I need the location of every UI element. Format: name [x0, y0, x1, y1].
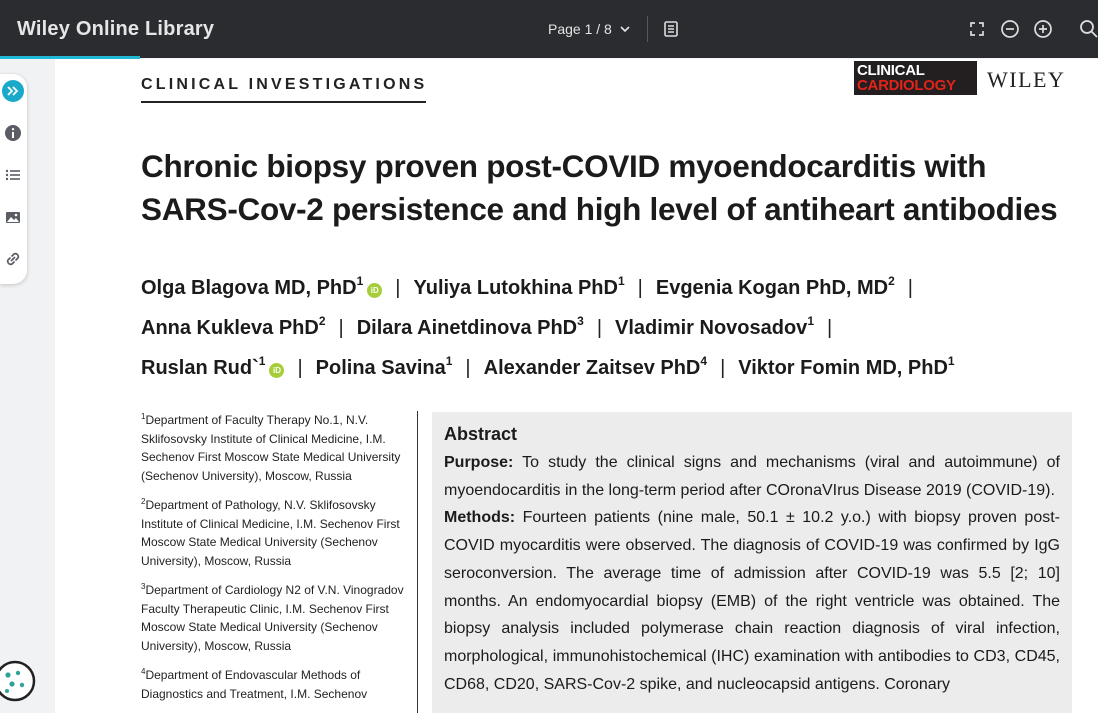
- document-icon[interactable]: [660, 18, 682, 40]
- zoom-in-icon[interactable]: [1032, 18, 1054, 40]
- journal-logo-line2: CARDIOLOGY: [857, 77, 956, 94]
- fullscreen-icon[interactable]: [966, 18, 988, 40]
- article-title: Chronic biopsy proven post-COVID myoendocarditis with SARS-Cov-2 persistence and high level of antiheart antibodies: [141, 148, 1058, 227]
- affiliation: $^1$Department of Faculty Therapy No.1, N.V. Sklifosovsky Institute of Clinical Medicine, I.M. Sechenov First Moscow State Medical University (Sechenov University), Moscow, Russia: [141, 412, 401, 483]
- author-name[interactable]: Vladimir Novosadov$^1$: [615, 314, 814, 339]
- info-icon[interactable]: [2, 122, 24, 144]
- author-name[interactable]: Alexander Zaitsev PhD$^4$: [483, 354, 708, 379]
- zoom-out-icon[interactable]: [999, 18, 1021, 40]
- column-divider: [417, 411, 418, 713]
- chevron-down-icon: [620, 24, 630, 34]
- pdf-page: [55, 59, 1098, 713]
- search-icon[interactable]: [1078, 18, 1098, 40]
- orcid-icon[interactable]: iD: [269, 363, 284, 378]
- author-name[interactable]: Polina Savina$^1$: [315, 354, 453, 379]
- author-name[interactable]: Viktor Fomin MD, PhD$^1$: [738, 354, 955, 379]
- author-name[interactable]: Evgenia Kogan PhD, $MD^2$: [655, 274, 895, 299]
- toolbar-divider: [647, 16, 648, 42]
- section-label: CLINICAL INVESTIGATIONS: [141, 76, 428, 93]
- abstract-box: [432, 412, 1072, 713]
- author-name[interactable]: Dilara Ainetdinova PhD$^3$: [356, 314, 584, 339]
- author-name[interactable]: Anna Kukleva PhD$^2$: [141, 314, 326, 339]
- affiliations: [141, 408, 409, 711]
- page-selector[interactable]: [548, 21, 630, 37]
- viewer-toolbar: [0, 0, 1098, 58]
- affiliation: $^3$Department of Cardiology N2 of V.N. Vinogradov Faculty Therapeutic Clinic, I.M. Sechenov First Moscow State Medical University (Sechenov University), Moscow, Russia: [141, 582, 404, 653]
- expand-icon[interactable]: [2, 80, 24, 102]
- page-label: Page 1 / 8: [548, 21, 612, 37]
- brand-title[interactable]: Wiley Online Library: [17, 18, 215, 40]
- author-name[interactable]: Olga Blagova MD, PhD$^1$iD: [141, 277, 382, 299]
- link-icon[interactable]: [2, 248, 24, 270]
- abstract-purpose: Purpose: To study the clinical signs and mechanisms (viral and autoimmune) of myoendocarditis in the long-term period after COronaVIrus Disease 2019 (COVID-19).: [444, 454, 1060, 499]
- orcid-icon[interactable]: iD: [367, 283, 382, 298]
- list-icon[interactable]: [2, 164, 24, 186]
- affiliation: $^4$Department of Endovascular Methods of Diagnostics and Treatment, I.M. Sechenov: [141, 667, 368, 701]
- image-icon[interactable]: [2, 206, 24, 228]
- author-name[interactable]: Ruslan Rud`$^1$iD: [141, 357, 284, 379]
- section-underline: [141, 101, 426, 103]
- affiliation: $^2$Department of Pathology, N.V. Sklifosovsky Institute of Clinical Medicine, I.M. Sechenov First Moscow State Medical University (Sechenov University), Moscow, Russia: [141, 497, 400, 568]
- journal-logo-line1: CLINICAL: [857, 62, 925, 79]
- publisher-logo: WILEY: [987, 67, 1066, 92]
- abstract-heading: Abstract: [444, 424, 518, 444]
- author-name[interactable]: Yuliya Lutokhina PhD$^1$: [413, 274, 625, 299]
- abstract-methods: Methods: Fourteen patients (nine male, 50.1 ± 10.2 y.o.) with biopsy proven post-COVID myocarditis were observed. The diagnosis of COVID-19 was confirmed by IgG seroconversion. The average time of admission after COVID-19 was 5.5 [2; 10] months. An endomyocardial biopsy (EMB) of the right ventricle was obtained. The biopsy analysis included polymerase chain reaction diagnosis of viral infection, morphological, immunohistochemical (IHC) examination with antibodies to CD3, CD45, CD68, CD20, SARS-Cov-2 spike, and nucleocapsid antigens. Coronary: [444, 509, 1060, 693]
- author-list: Olga Blagova MD, PhD$^1$iD | Yuliya Lutokhina PhD$^1$ | Evgenia Kogan PhD, $MD^2$ | Anna Kukleva PhD$^2$ | Dilara Ainetdinova PhD$^3$ | Vladimir Novosadov$^1$ | Ruslan Rud`$^1$iD | Polina Savina$^1$ | Alexander Zaitsev PhD$^4$ | Viktor Fomin MD, PhD$^1$: [141, 274, 955, 379]
- cookie-icon[interactable]: [0, 660, 36, 702]
- journal-logo: [854, 61, 977, 95]
- side-toolbar: [0, 74, 27, 284]
